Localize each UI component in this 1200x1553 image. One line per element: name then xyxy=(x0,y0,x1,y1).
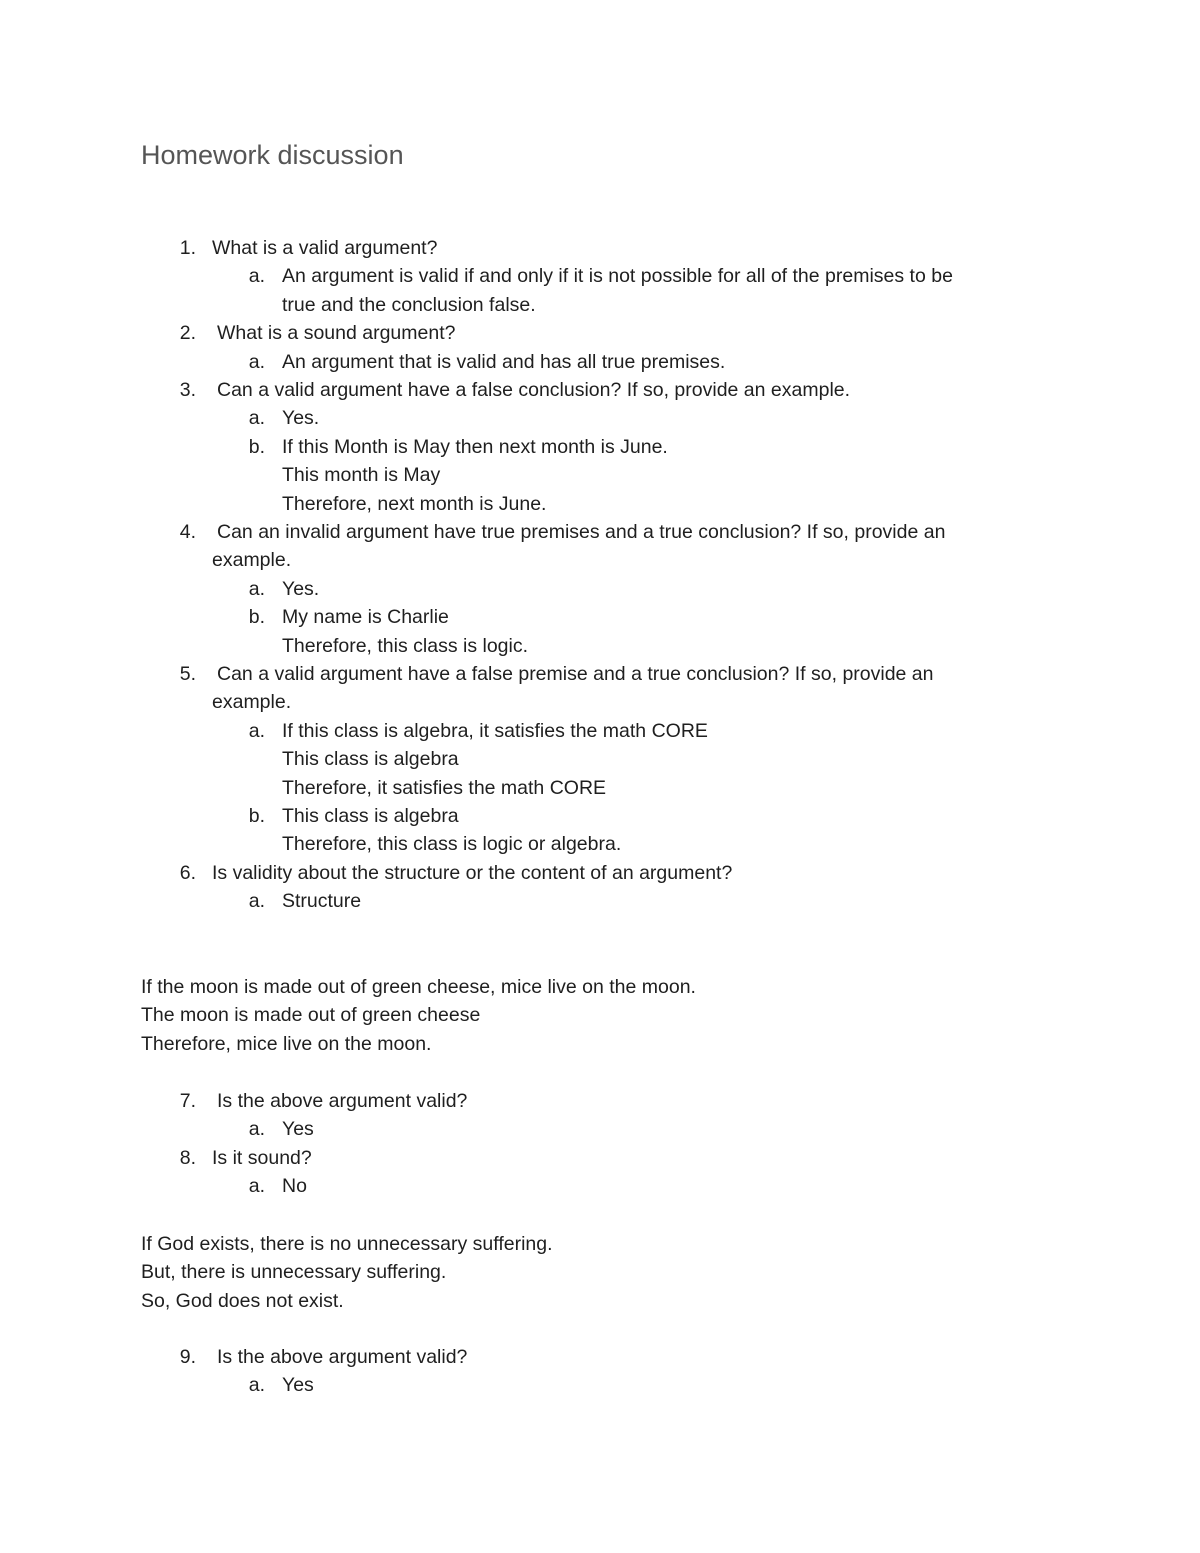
answer-text: Therefore, this class is logic. xyxy=(282,634,529,657)
answer-text: An argument is valid if and only if it is not possible for all of the premises to be xyxy=(282,265,953,288)
answer-marker: a. xyxy=(248,350,265,373)
question-text: example. xyxy=(212,691,292,714)
answer-text: If this Month is May then next month is June. xyxy=(282,435,668,458)
answer-text: This month is May xyxy=(282,464,441,487)
answer-marker: a. xyxy=(248,1374,265,1397)
question-number: 1. xyxy=(179,237,196,259)
question-text: Can a valid argument have a false premise and a true conclusion? If so, provide an xyxy=(217,663,934,685)
answer-text: Yes xyxy=(282,1118,314,1141)
answer-text: My name is Charlie xyxy=(282,606,449,629)
argument-line: If God exists, there is no unnecessary suffering. xyxy=(141,1233,553,1255)
question-text: Is validity about the structure or the content of an argument? xyxy=(212,861,733,884)
answer-text: This class is algebra xyxy=(282,805,459,827)
question-text: Can an invalid argument have true premises and a true conclusion? If so, provide an xyxy=(217,521,946,543)
question-text: Is the above argument valid? xyxy=(217,1346,468,1368)
argument-line: The moon is made out of green cheese xyxy=(141,1004,481,1027)
question-number: 3. xyxy=(179,379,196,401)
question-number: 2. xyxy=(179,322,196,345)
question-number: 7. xyxy=(179,1090,196,1112)
question-number: 4. xyxy=(179,521,196,543)
answer-marker: a. xyxy=(248,1175,265,1198)
question-text: example. xyxy=(212,549,292,572)
document-title: Homework discussion xyxy=(141,140,404,170)
answer-text: This class is algebra xyxy=(282,748,459,771)
answer-text: Yes xyxy=(282,1374,314,1397)
argument-line: Therefore, mice live on the moon. xyxy=(141,1032,432,1055)
answer-text: true and the conclusion false. xyxy=(282,293,536,316)
answer-text: Therefore, this class is logic or algebra. xyxy=(282,833,622,856)
question-text: What is a sound argument? xyxy=(217,322,456,345)
answer-marker: b. xyxy=(248,435,265,458)
question-text: Can a valid argument have a false conclusion? If so, provide an example. xyxy=(217,379,851,401)
question-number: 9. xyxy=(179,1346,196,1368)
answer-text: An argument that is valid and has all true premises. xyxy=(282,350,726,373)
answer-marker: a. xyxy=(248,1118,265,1141)
answer-marker: a. xyxy=(248,577,265,600)
answer-text: Yes. xyxy=(282,407,320,430)
answer-marker: b. xyxy=(248,805,265,827)
answer-marker: a. xyxy=(248,407,265,430)
answer-text: Yes. xyxy=(282,577,320,600)
question-number: 8. xyxy=(179,1146,196,1169)
answer-marker: a. xyxy=(248,890,265,913)
question-number: 5. xyxy=(179,663,196,685)
question-text: What is a valid argument? xyxy=(212,237,438,259)
argument-line: If the moon is made out of green cheese, mice live on the moon. xyxy=(141,976,696,998)
answer-text: Therefore, next month is June. xyxy=(282,492,547,515)
answer-marker: a. xyxy=(248,719,265,742)
argument-line: But, there is unnecessary suffering. xyxy=(141,1261,447,1284)
answer-text: Structure xyxy=(282,890,362,913)
answer-marker: b. xyxy=(248,606,265,629)
argument-line: So, God does not exist. xyxy=(141,1289,344,1312)
question-text: Is it sound? xyxy=(212,1146,312,1169)
question-number: 6. xyxy=(179,861,196,884)
answer-text: Therefore, it satisfies the math CORE xyxy=(282,776,607,799)
question-text: Is the above argument valid? xyxy=(217,1090,468,1112)
answer-marker: a. xyxy=(248,265,265,288)
answer-text: If this class is algebra, it satisfies the math CORE xyxy=(282,719,708,742)
answer-text: No xyxy=(282,1175,307,1198)
